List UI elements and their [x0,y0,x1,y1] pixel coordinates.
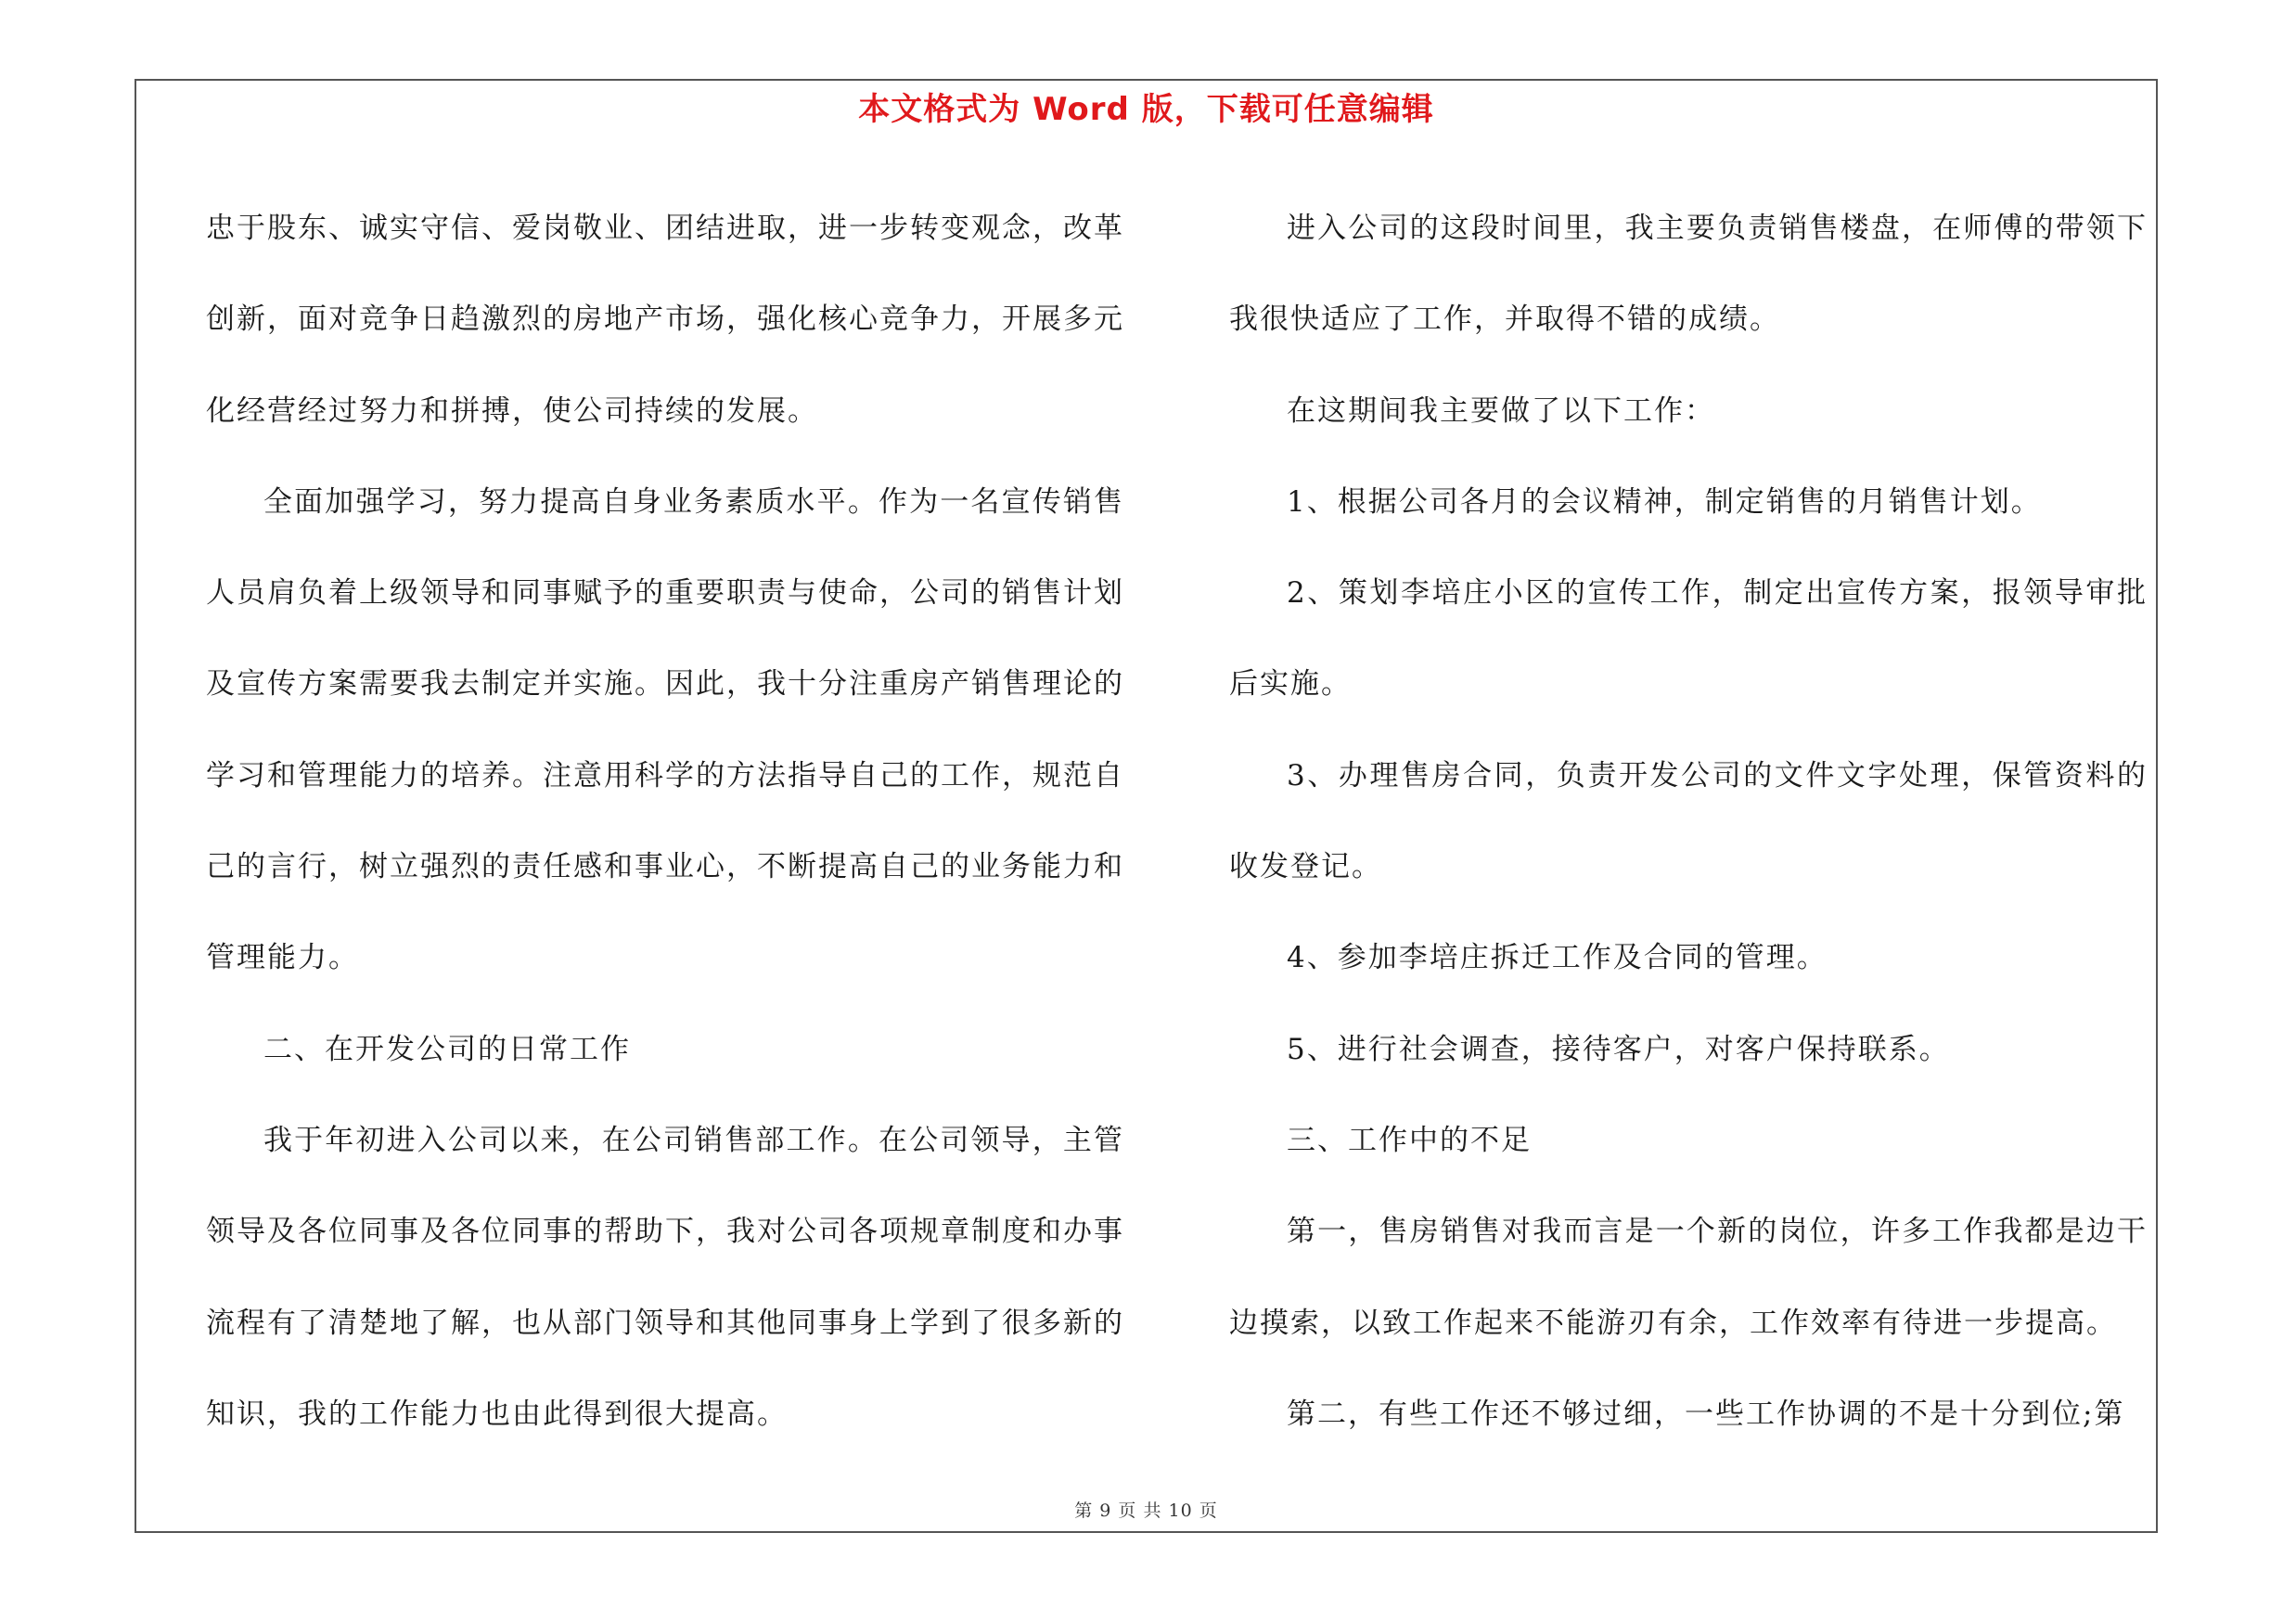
paragraph-left-4: 我于年初进入公司以来，在公司销售部工作。在公司领导，主管领导及各位同事及各位同事的帮助下，我对公司各项规章制度和办事流程有了清楚地了解，也从部门领导和其他同事身上学到了很多新的知识，我的工作能力也由此得到很大提高。 [206,1123,1124,1431]
page-number-footer: 第 9 页 共 10 页 [1074,1501,1218,1521]
section-heading-right: 三、工作中的不足 [1287,1123,1532,1157]
page-frame [135,79,2158,1533]
left-column [206,183,1124,1460]
list-item-2: 2、策划李培庄小区的宣传工作，制定出宣传方案，报领导审批后实施。 [1229,576,2148,702]
paragraph-right-1: 进入公司的这段时间里，我主要负责销售楼盘，在师傅的带领下我很快适应了工作，并取得不错的成绩。 [1229,212,2148,337]
paragraph-left-1: 忠于股东、诚实守信、爱岗敬业、团结进取，进一步转变观念，改革创新，面对竞争日趋激烈的房地产市场，强化核心竞争力，开展多元化经营经过努力和拼搏，使公司持续的发展。 [206,212,1124,428]
right-column [1229,183,2148,1460]
paragraph-left-2: 全面加强学习，努力提高自身业务素质水平。作为一名宣传销售人员肩负着上级领导和同事赋予的重要职责与使命，公司的销售计划及宣传方案需要我去制定并实施。因此，我十分注重房产销售理论的学习和管理能力的培养。注意用科学的方法指导自己的工作，规范自己的言行，树立强烈的责任感和事业心，不断提高自己的业务能力和管理能力。 [206,484,1124,975]
list-item-4: 4、参加李培庄拆迁工作及合同的管理。 [1287,941,1828,975]
list-item-5: 5、进行社会调查，接待客户，对客户保持联系。 [1287,1032,1950,1066]
list-item-3: 3、办理售房合同，负责开发公司的文件文字处理，保管资料的收发登记。 [1229,758,2148,884]
paragraph-right-10: 第二，有些工作还不够过细，一些工作协调的不是十分到位;第 [1287,1397,2125,1431]
section-heading-left: 二、在开发公司的日常工作 [263,1032,631,1066]
paragraph-right-9: 第一，售房销售对我而言是一个新的岗位，许多工作我都是边干边摸索，以致工作起来不能游刃有余，工作效率有待进一步提高。 [1229,1215,2148,1340]
paragraph-right-2: 在这期间我主要做了以下工作： [1287,393,1715,428]
word-format-banner: 本文格式为 Word 版，下载可任意编辑 [858,91,1434,128]
list-item-1: 1、根据公司各月的会议精神，制定销售的月销售计划。 [1287,484,2042,519]
